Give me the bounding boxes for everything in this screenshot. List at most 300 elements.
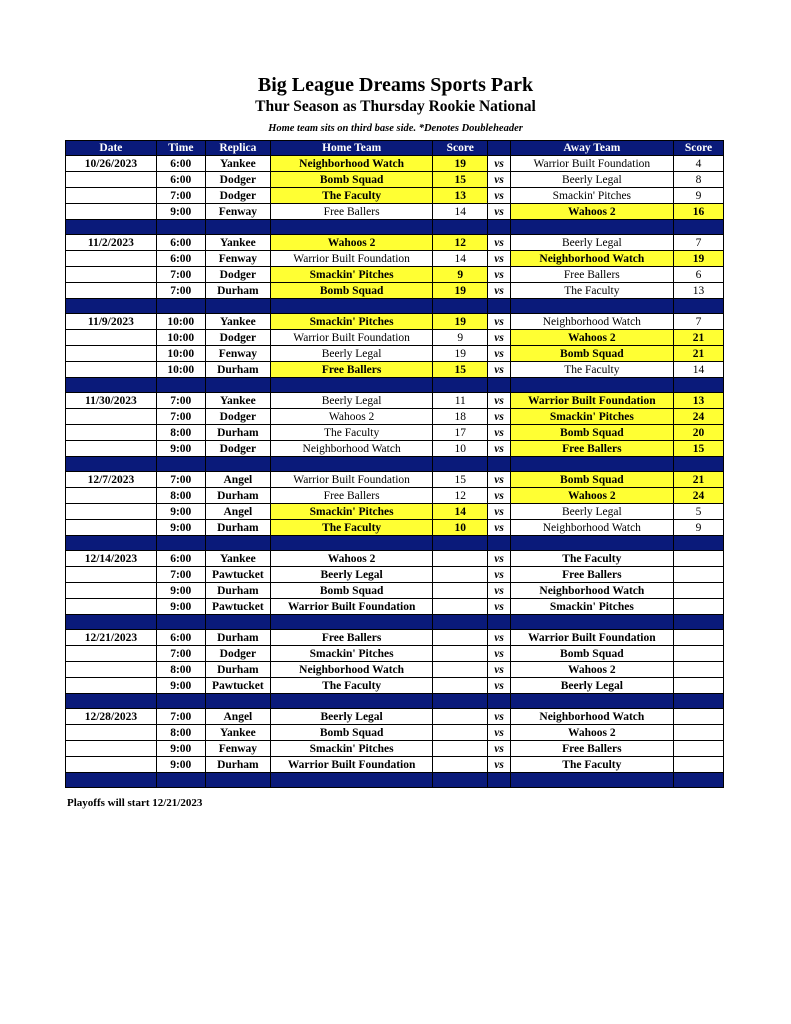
week-separator-row: [66, 299, 724, 314]
away-score-cell: [673, 567, 723, 583]
home-score-cell: 9: [433, 330, 488, 346]
time-cell: 9:00: [156, 504, 205, 520]
separator-cell: [433, 457, 488, 472]
away-score-cell: [673, 583, 723, 599]
home-team-cell: Bomb Squad: [271, 725, 433, 741]
away-team-cell: Beerly Legal: [510, 172, 673, 188]
date-cell: [66, 583, 157, 599]
time-cell: 9:00: [156, 520, 205, 536]
home-score-cell: [433, 567, 488, 583]
away-team-cell: The Faculty: [510, 362, 673, 378]
replica-cell: Durham: [205, 283, 270, 299]
away-team-cell: Free Ballers: [510, 741, 673, 757]
away-score-cell: 9: [673, 520, 723, 536]
date-cell: [66, 488, 157, 504]
away-score-cell: [673, 741, 723, 757]
date-cell: [66, 283, 157, 299]
time-cell: 10:00: [156, 362, 205, 378]
home-score-cell: 15: [433, 472, 488, 488]
home-team-cell: Smackin' Pitches: [271, 741, 433, 757]
col-header-vs: [488, 141, 510, 156]
date-cell: [66, 678, 157, 694]
away-team-cell: The Faculty: [510, 757, 673, 773]
table-row: [66, 520, 724, 536]
away-score-cell: 6: [673, 267, 723, 283]
separator-cell: [488, 773, 510, 788]
replica-cell: Dodger: [205, 330, 270, 346]
page-title: Big League Dreams Sports Park: [257, 74, 534, 96]
home-score-cell: [433, 646, 488, 662]
away-team-cell: Bomb Squad: [510, 472, 673, 488]
time-cell: 7:00: [156, 409, 205, 425]
away-score-cell: [673, 551, 723, 567]
separator-cell: [673, 299, 723, 314]
separator-cell: [673, 220, 723, 235]
home-score-cell: [433, 551, 488, 567]
separator-cell: [66, 220, 157, 235]
home-score-cell: [433, 678, 488, 694]
home-score-cell: 15: [433, 172, 488, 188]
separator-cell: [156, 457, 205, 472]
separator-cell: [156, 694, 205, 709]
away-score-cell: 14: [673, 362, 723, 378]
time-cell: 8:00: [156, 488, 205, 504]
schedule-note: Home team sits on third base side. *Denotes Doubleheader: [268, 123, 523, 134]
vs-cell: vs: [488, 156, 510, 172]
replica-cell: Durham: [205, 488, 270, 504]
date-cell: [66, 362, 157, 378]
date-cell: 12/7/2023: [66, 472, 157, 488]
vs-cell: vs: [488, 472, 510, 488]
date-cell: [66, 646, 157, 662]
table-row: [66, 630, 724, 646]
away-team-cell: Bomb Squad: [510, 346, 673, 362]
replica-cell: Dodger: [205, 172, 270, 188]
separator-cell: [271, 220, 433, 235]
vs-cell: vs: [488, 488, 510, 504]
separator-cell: [156, 220, 205, 235]
home-score-cell: [433, 662, 488, 678]
away-score-cell: 9: [673, 188, 723, 204]
home-score-cell: 15: [433, 362, 488, 378]
replica-cell: Angel: [205, 709, 270, 725]
vs-cell: vs: [488, 409, 510, 425]
table-row: [66, 204, 724, 220]
date-cell: [66, 267, 157, 283]
separator-cell: [271, 773, 433, 788]
separator-cell: [66, 694, 157, 709]
replica-cell: Dodger: [205, 188, 270, 204]
home-team-cell: Free Ballers: [271, 204, 433, 220]
separator-cell: [271, 615, 433, 630]
home-score-cell: 19: [433, 314, 488, 330]
col-header-home-score: Score: [433, 141, 488, 156]
separator-cell: [510, 694, 673, 709]
away-score-cell: [673, 662, 723, 678]
home-team-cell: Smackin' Pitches: [271, 504, 433, 520]
home-score-cell: [433, 630, 488, 646]
separator-cell: [205, 694, 270, 709]
time-cell: 7:00: [156, 567, 205, 583]
away-score-cell: [673, 646, 723, 662]
time-cell: 9:00: [156, 741, 205, 757]
away-team-cell: Neighborhood Watch: [510, 251, 673, 267]
vs-cell: vs: [488, 393, 510, 409]
separator-cell: [66, 378, 157, 393]
home-team-cell: Beerly Legal: [271, 709, 433, 725]
table-row: [66, 251, 724, 267]
home-team-cell: Beerly Legal: [271, 346, 433, 362]
replica-cell: Durham: [205, 757, 270, 773]
col-header-away-team: Away Team: [510, 141, 673, 156]
home-score-cell: 19: [433, 346, 488, 362]
col-header-away-score: Score: [673, 141, 723, 156]
away-score-cell: [673, 757, 723, 773]
replica-cell: Durham: [205, 520, 270, 536]
table-row: [66, 314, 724, 330]
separator-cell: [510, 457, 673, 472]
home-score-cell: 10: [433, 520, 488, 536]
replica-cell: Durham: [205, 662, 270, 678]
vs-cell: vs: [488, 646, 510, 662]
time-cell: 10:00: [156, 314, 205, 330]
away-score-cell: 13: [673, 393, 723, 409]
away-score-cell: [673, 599, 723, 615]
separator-cell: [156, 615, 205, 630]
away-team-cell: Neighborhood Watch: [510, 709, 673, 725]
time-cell: 6:00: [156, 235, 205, 251]
home-score-cell: [433, 599, 488, 615]
home-team-cell: The Faculty: [271, 425, 433, 441]
table-row: [66, 283, 724, 299]
separator-cell: [488, 378, 510, 393]
table-row: [66, 757, 724, 773]
separator-cell: [205, 457, 270, 472]
time-cell: 9:00: [156, 583, 205, 599]
separator-cell: [510, 299, 673, 314]
separator-cell: [271, 299, 433, 314]
table-row: [66, 330, 724, 346]
vs-cell: vs: [488, 362, 510, 378]
home-team-cell: Beerly Legal: [271, 393, 433, 409]
home-score-cell: 9: [433, 267, 488, 283]
table-row: [66, 583, 724, 599]
separator-cell: [673, 378, 723, 393]
separator-cell: [510, 220, 673, 235]
time-cell: 9:00: [156, 441, 205, 457]
away-team-cell: Free Ballers: [510, 567, 673, 583]
separator-cell: [433, 615, 488, 630]
away-score-cell: 7: [673, 314, 723, 330]
away-team-cell: Free Ballers: [510, 441, 673, 457]
time-cell: 6:00: [156, 551, 205, 567]
col-header-home-team: Home Team: [271, 141, 433, 156]
away-score-cell: [673, 678, 723, 694]
time-cell: 7:00: [156, 188, 205, 204]
vs-cell: vs: [488, 630, 510, 646]
table-row: [66, 599, 724, 615]
vs-cell: vs: [488, 583, 510, 599]
date-cell: [66, 725, 157, 741]
home-score-cell: [433, 725, 488, 741]
date-cell: 12/28/2023: [66, 709, 157, 725]
separator-cell: [433, 299, 488, 314]
time-cell: 8:00: [156, 725, 205, 741]
home-score-cell: [433, 709, 488, 725]
home-team-cell: The Faculty: [271, 188, 433, 204]
away-team-cell: Wahoos 2: [510, 330, 673, 346]
separator-cell: [66, 457, 157, 472]
time-cell: 6:00: [156, 172, 205, 188]
time-cell: 9:00: [156, 757, 205, 773]
separator-cell: [510, 536, 673, 551]
table-row: [66, 235, 724, 251]
separator-cell: [156, 299, 205, 314]
away-team-cell: Free Ballers: [510, 267, 673, 283]
time-cell: 7:00: [156, 709, 205, 725]
table-row: [66, 662, 724, 678]
date-cell: [66, 172, 157, 188]
date-cell: 11/9/2023: [66, 314, 157, 330]
away-score-cell: 20: [673, 425, 723, 441]
home-team-cell: Neighborhood Watch: [271, 156, 433, 172]
table-row: [66, 709, 724, 725]
date-cell: [66, 520, 157, 536]
home-team-cell: Free Ballers: [271, 488, 433, 504]
vs-cell: vs: [488, 330, 510, 346]
date-cell: [66, 346, 157, 362]
home-team-cell: Neighborhood Watch: [271, 662, 433, 678]
time-cell: 8:00: [156, 662, 205, 678]
home-team-cell: Bomb Squad: [271, 172, 433, 188]
replica-cell: Yankee: [205, 235, 270, 251]
week-separator-row: [66, 220, 724, 235]
home-team-cell: Wahoos 2: [271, 551, 433, 567]
separator-cell: [271, 378, 433, 393]
away-team-cell: Smackin' Pitches: [510, 188, 673, 204]
separator-cell: [673, 773, 723, 788]
home-score-cell: 11: [433, 393, 488, 409]
date-cell: [66, 567, 157, 583]
home-team-cell: Smackin' Pitches: [271, 646, 433, 662]
separator-cell: [205, 615, 270, 630]
away-score-cell: 4: [673, 156, 723, 172]
date-cell: 10/26/2023: [66, 156, 157, 172]
replica-cell: Pawtucket: [205, 567, 270, 583]
replica-cell: Dodger: [205, 441, 270, 457]
vs-cell: vs: [488, 346, 510, 362]
separator-cell: [205, 378, 270, 393]
table-row: [66, 267, 724, 283]
separator-cell: [271, 694, 433, 709]
away-team-cell: Wahoos 2: [510, 488, 673, 504]
date-cell: [66, 441, 157, 457]
table-row: [66, 188, 724, 204]
table-row: [66, 346, 724, 362]
vs-cell: vs: [488, 662, 510, 678]
away-score-cell: 21: [673, 472, 723, 488]
replica-cell: Durham: [205, 630, 270, 646]
time-cell: 8:00: [156, 425, 205, 441]
away-team-cell: Beerly Legal: [510, 678, 673, 694]
replica-cell: Yankee: [205, 725, 270, 741]
home-team-cell: The Faculty: [271, 520, 433, 536]
date-cell: [66, 662, 157, 678]
separator-cell: [510, 615, 673, 630]
replica-cell: Pawtucket: [205, 599, 270, 615]
replica-cell: Yankee: [205, 393, 270, 409]
schedule-body: [66, 156, 724, 788]
table-row: [66, 678, 724, 694]
away-score-cell: 24: [673, 488, 723, 504]
home-team-cell: Neighborhood Watch: [271, 441, 433, 457]
week-separator-row: [66, 536, 724, 551]
away-team-cell: Warrior Built Foundation: [510, 630, 673, 646]
replica-cell: Dodger: [205, 409, 270, 425]
separator-cell: [205, 536, 270, 551]
time-cell: 6:00: [156, 251, 205, 267]
home-team-cell: The Faculty: [271, 678, 433, 694]
away-team-cell: The Faculty: [510, 283, 673, 299]
table-row: [66, 156, 724, 172]
separator-cell: [156, 536, 205, 551]
week-separator-row: [66, 694, 724, 709]
home-score-cell: 19: [433, 156, 488, 172]
vs-cell: vs: [488, 251, 510, 267]
time-cell: 9:00: [156, 678, 205, 694]
table-row: [66, 741, 724, 757]
replica-cell: Angel: [205, 472, 270, 488]
home-score-cell: 13: [433, 188, 488, 204]
separator-cell: [510, 378, 673, 393]
week-separator-row: [66, 773, 724, 788]
replica-cell: Fenway: [205, 251, 270, 267]
home-team-cell: Smackin' Pitches: [271, 314, 433, 330]
replica-cell: Durham: [205, 583, 270, 599]
vs-cell: vs: [488, 741, 510, 757]
home-team-cell: Bomb Squad: [271, 283, 433, 299]
date-cell: 11/2/2023: [66, 235, 157, 251]
home-score-cell: [433, 757, 488, 773]
separator-cell: [271, 536, 433, 551]
date-cell: [66, 251, 157, 267]
week-separator-row: [66, 378, 724, 393]
separator-cell: [66, 299, 157, 314]
away-score-cell: 21: [673, 330, 723, 346]
table-row: [66, 425, 724, 441]
separator-cell: [205, 773, 270, 788]
home-score-cell: 18: [433, 409, 488, 425]
away-score-cell: 15: [673, 441, 723, 457]
playoffs-note: Playoffs will start 12/21/2023: [67, 797, 203, 809]
date-cell: [66, 409, 157, 425]
col-header-date: Date: [66, 141, 157, 156]
date-cell: 11/30/2023: [66, 393, 157, 409]
vs-cell: vs: [488, 172, 510, 188]
table-row: [66, 488, 724, 504]
home-team-cell: Smackin' Pitches: [271, 267, 433, 283]
week-separator-row: [66, 457, 724, 472]
table-row: [66, 725, 724, 741]
home-team-cell: Wahoos 2: [271, 235, 433, 251]
separator-cell: [488, 220, 510, 235]
replica-cell: Durham: [205, 425, 270, 441]
away-score-cell: 8: [673, 172, 723, 188]
vs-cell: vs: [488, 441, 510, 457]
date-cell: [66, 741, 157, 757]
separator-cell: [673, 694, 723, 709]
separator-cell: [488, 694, 510, 709]
vs-cell: vs: [488, 757, 510, 773]
table-row: [66, 409, 724, 425]
away-score-cell: [673, 725, 723, 741]
vs-cell: vs: [488, 204, 510, 220]
separator-cell: [510, 773, 673, 788]
away-score-cell: 21: [673, 346, 723, 362]
date-cell: [66, 330, 157, 346]
away-score-cell: [673, 630, 723, 646]
time-cell: 7:00: [156, 283, 205, 299]
replica-cell: Pawtucket: [205, 678, 270, 694]
away-score-cell: 13: [673, 283, 723, 299]
separator-cell: [433, 220, 488, 235]
home-score-cell: 10: [433, 441, 488, 457]
col-header-time: Time: [156, 141, 205, 156]
table-header-row: [66, 141, 724, 156]
replica-cell: Yankee: [205, 156, 270, 172]
separator-cell: [271, 457, 433, 472]
time-cell: 9:00: [156, 204, 205, 220]
separator-cell: [673, 615, 723, 630]
away-team-cell: Warrior Built Foundation: [510, 393, 673, 409]
separator-cell: [66, 773, 157, 788]
away-team-cell: Smackin' Pitches: [510, 599, 673, 615]
schedule-table: [65, 140, 724, 788]
replica-cell: Yankee: [205, 551, 270, 567]
table-row: [66, 362, 724, 378]
away-team-cell: Beerly Legal: [510, 235, 673, 251]
home-score-cell: 14: [433, 204, 488, 220]
replica-cell: Durham: [205, 362, 270, 378]
separator-cell: [673, 536, 723, 551]
away-team-cell: Wahoos 2: [510, 662, 673, 678]
home-score-cell: 12: [433, 488, 488, 504]
table-row: [66, 441, 724, 457]
home-team-cell: Bomb Squad: [271, 583, 433, 599]
replica-cell: Fenway: [205, 346, 270, 362]
away-team-cell: Neighborhood Watch: [510, 314, 673, 330]
separator-cell: [488, 536, 510, 551]
table-row: [66, 172, 724, 188]
time-cell: 10:00: [156, 330, 205, 346]
replica-cell: Dodger: [205, 646, 270, 662]
separator-cell: [433, 773, 488, 788]
separator-cell: [433, 378, 488, 393]
replica-cell: Fenway: [205, 204, 270, 220]
col-header-replica: Replica: [205, 141, 270, 156]
time-cell: 7:00: [156, 646, 205, 662]
separator-cell: [205, 299, 270, 314]
page-subtitle: Thur Season as Thursday Rookie National: [255, 98, 536, 115]
separator-cell: [433, 694, 488, 709]
home-score-cell: 12: [433, 235, 488, 251]
separator-cell: [433, 536, 488, 551]
vs-cell: vs: [488, 267, 510, 283]
away-team-cell: Smackin' Pitches: [510, 409, 673, 425]
time-cell: 6:00: [156, 630, 205, 646]
replica-cell: Dodger: [205, 267, 270, 283]
separator-cell: [66, 615, 157, 630]
